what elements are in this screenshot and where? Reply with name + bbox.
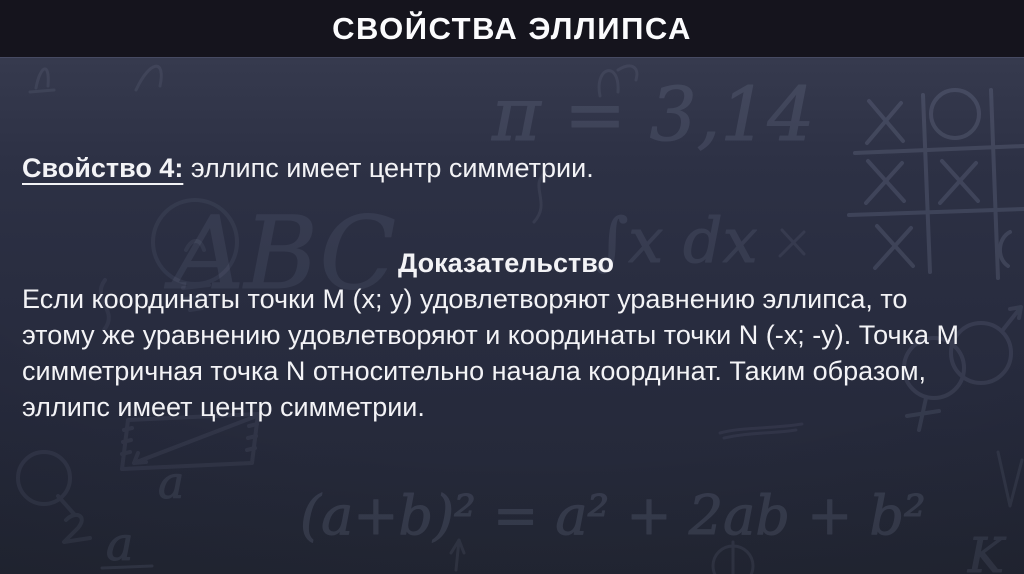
proof-line: Если координаты точки M (x; y) удовлетворяют уравнению эллипса, то [22, 284, 908, 314]
slide-title: СВОЙСТВА ЭЛЛИПСА [332, 10, 692, 46]
proof-line: эллипс имеет центр симметрии. [22, 392, 425, 422]
proof-line: этому же уравнению удовлетворяют и координаты точки N (-x; -y). Точка M [22, 320, 959, 350]
binomial-formula-doodle: (a+b)² = a² + 2ab + b² [300, 484, 926, 547]
pi-formula-doodle: π = 3,14 [492, 72, 815, 158]
slide-body [0, 57, 1024, 574]
property-text: эллипс имеет центр симметрии. [183, 153, 594, 183]
slide-header [0, 0, 1024, 57]
abc-doodle: ABC [172, 195, 397, 312]
property-statement [22, 150, 990, 186]
proof-paragraph [22, 281, 990, 425]
proof-heading: Доказательство [398, 248, 614, 278]
letter-k-doodle: K [968, 528, 1004, 574]
letter-a-underlined-doodle: a [106, 517, 134, 571]
property-label: Свойство 4: [22, 153, 184, 183]
integral-doodle: ∫x dx [596, 204, 758, 277]
letter-a-doodle: a [158, 458, 185, 509]
proof-line: симметричная точка N относительно начала координат. Таким образом, [22, 356, 927, 386]
